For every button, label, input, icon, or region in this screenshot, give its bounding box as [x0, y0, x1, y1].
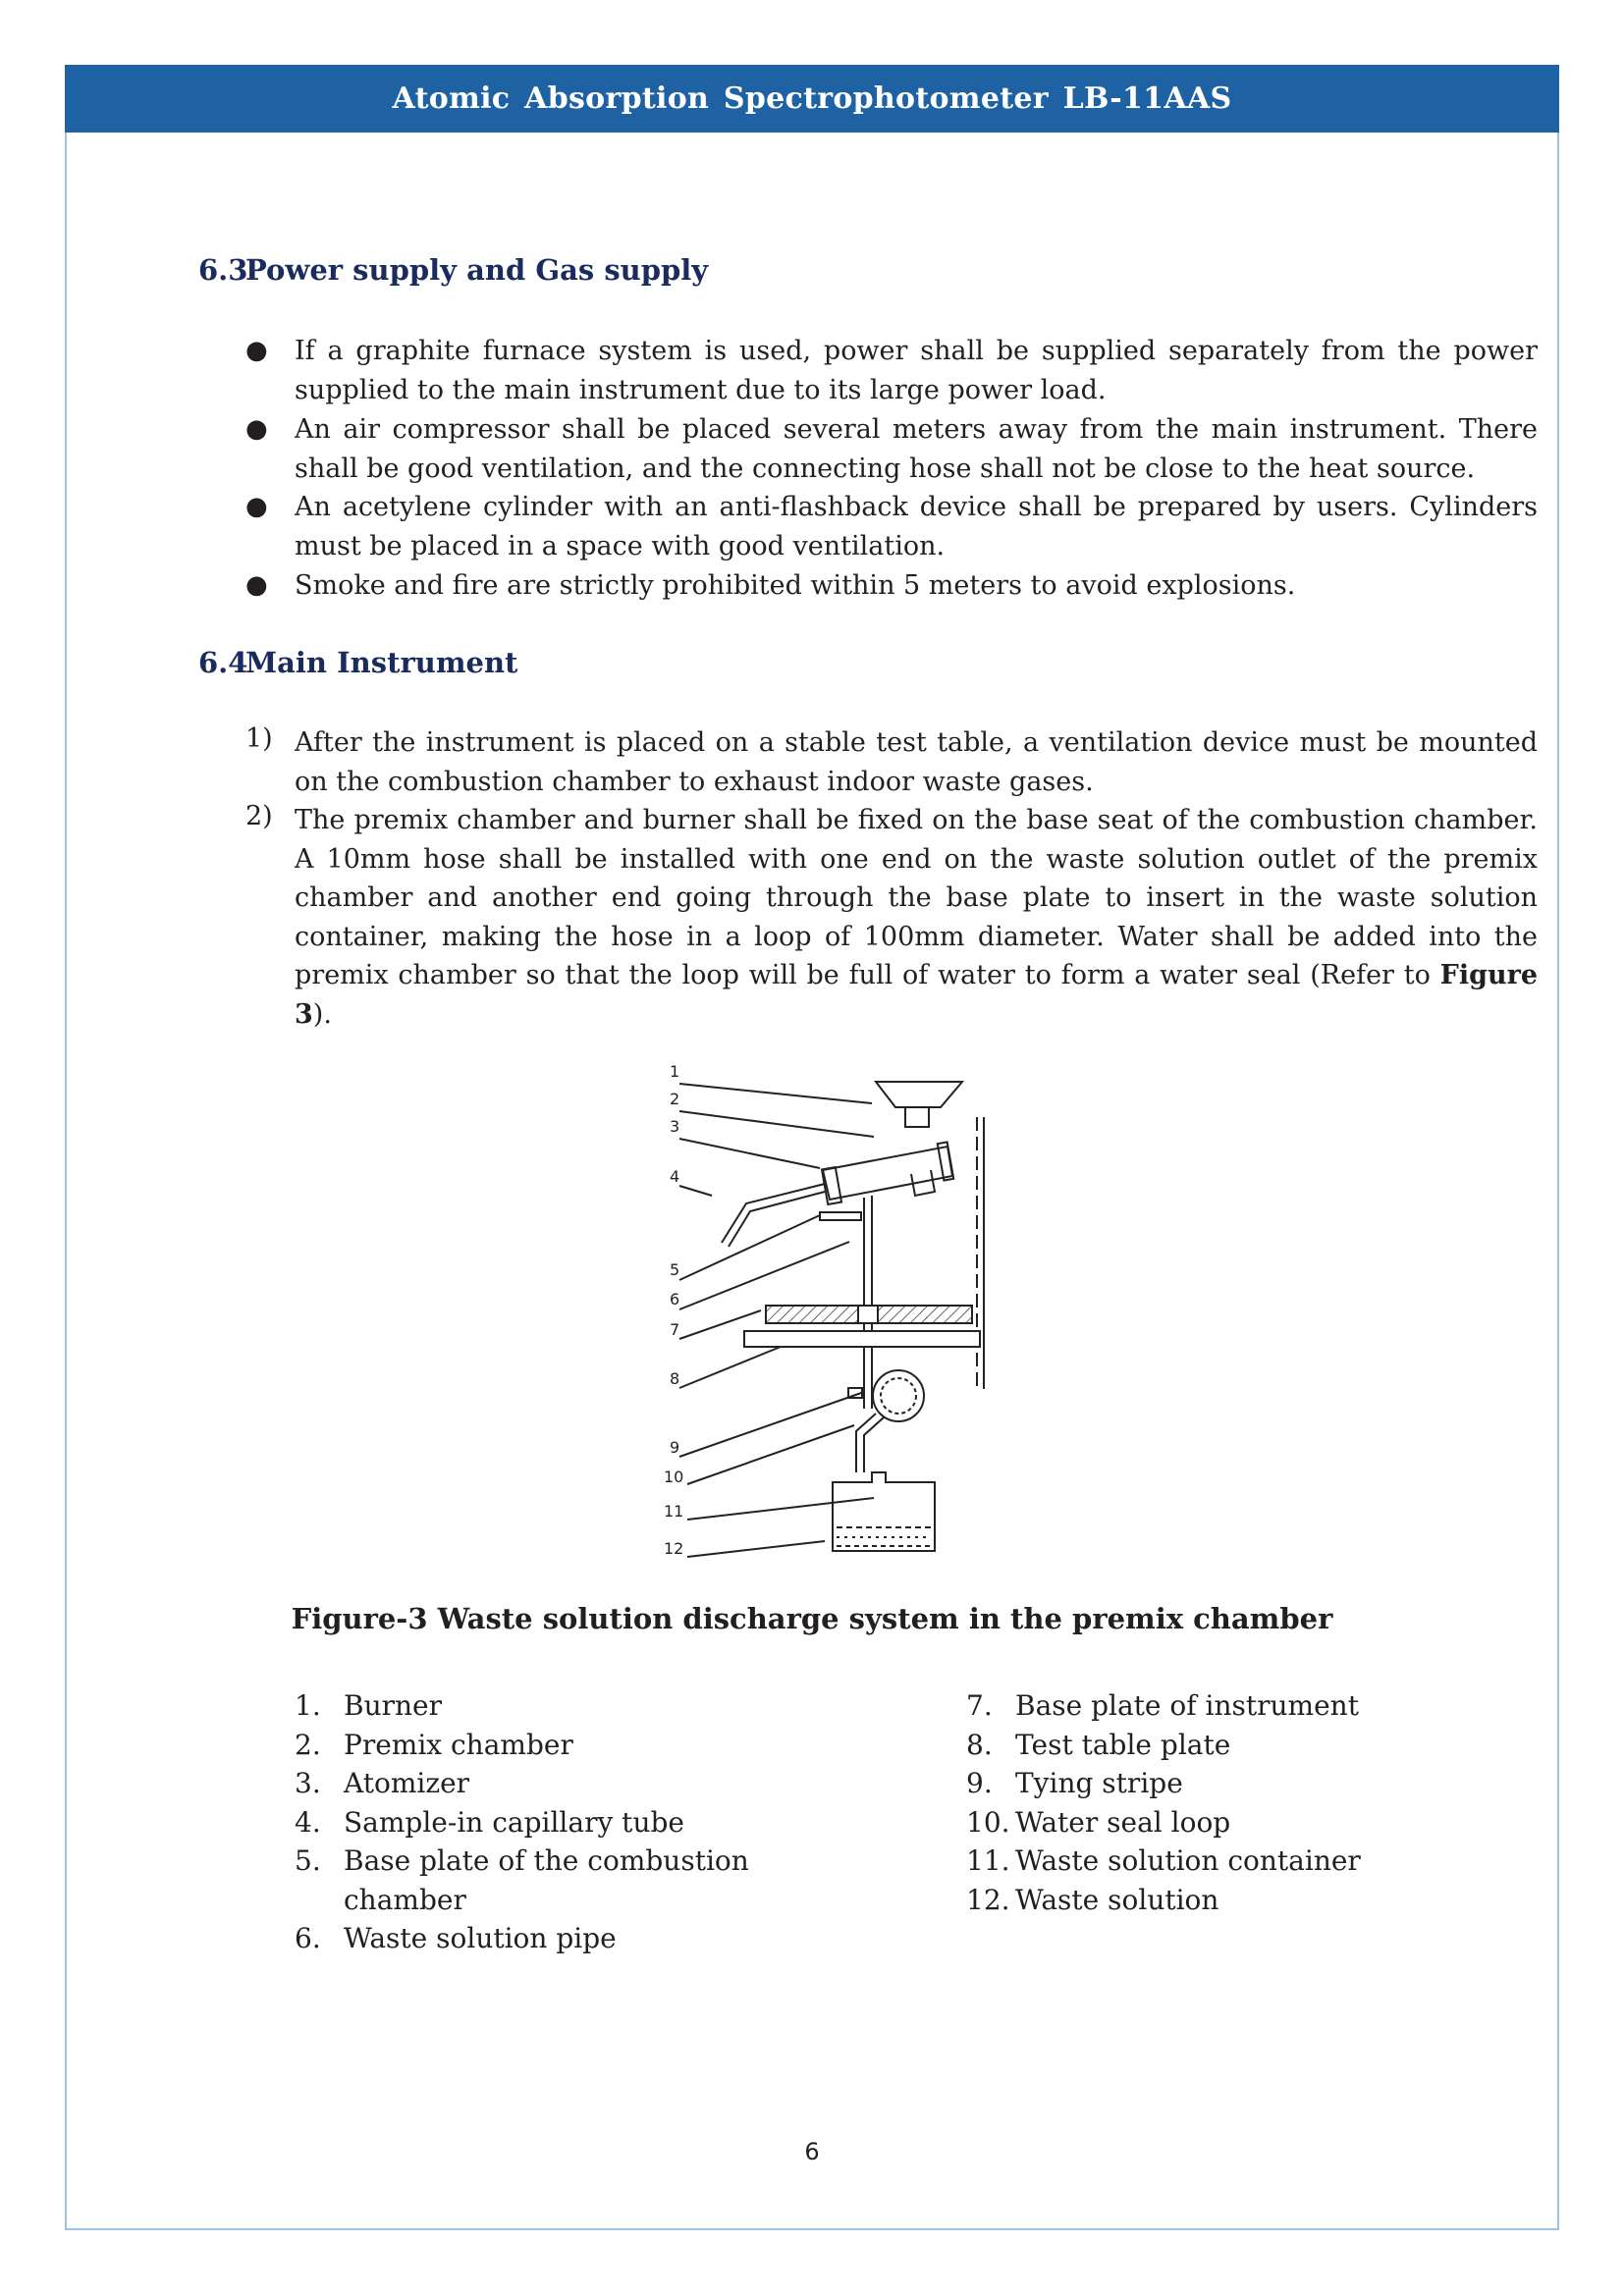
legend-item: 2. Premix chamber — [295, 1728, 573, 1761]
legend-item: 7. Base plate of instrument — [966, 1689, 1359, 1722]
page-number: 6 — [804, 2138, 820, 2165]
label-11: 11 — [664, 1502, 684, 1521]
bullet-item: If a graphite furnace system is used, power shall be supplied separately from the power supplied to the main instrument due to its large power load. — [295, 336, 1538, 405]
label-5: 5 — [670, 1260, 680, 1279]
list-item: After the instrument is placed on a stable test table, a ventilation device must be mounted on the combustion chamber to exhaust indoor waste gases. — [295, 727, 1538, 797]
bullet-icon: ● — [245, 336, 268, 365]
legend-item: 9. Tying stripe — [966, 1767, 1183, 1799]
label-3: 3 — [670, 1117, 680, 1136]
bullet-icon: ● — [245, 492, 268, 521]
list-item-text-end: ). — [312, 998, 332, 1030]
section-heading-6-3 — [198, 253, 708, 287]
legend-item: 4. Sample-in capillary tube — [295, 1805, 684, 1839]
label-9: 9 — [670, 1438, 680, 1457]
legend-item: 8. Test table plate — [966, 1728, 1231, 1761]
legend-item: 11. Waste solution container — [966, 1844, 1361, 1877]
document-header: Atomic Absorption Spectrophotometer LB-11AAS — [65, 65, 1559, 133]
label-4: 4 — [670, 1167, 680, 1186]
bullet-item: An acetylene cylinder with an anti-flashback device shall be prepared by users. Cylinders must be placed in a space with good ventilation. — [295, 492, 1538, 561]
list-item-text: The premix chamber and burner shall be fixed on the base seat of the combustion chamber. A 10mm hose shall be installed with one end on the waste solution outlet of the premix chamber and another end going through the base plate to insert in the waste solution container, making the hose in a loop of 100mm diameter. Water shall be added into the premix chamber so that the loop will be full of water to form a water seal (Refer to — [295, 805, 1538, 990]
section-number: 6.3 — [198, 253, 248, 287]
section-heading-6-4 — [198, 646, 517, 679]
legend-right — [966, 1686, 1361, 1919]
label-12: 12 — [664, 1539, 684, 1558]
label-7: 7 — [670, 1320, 680, 1339]
label-1: 1 — [670, 1062, 680, 1081]
section-title: Power supply and Gas supply — [245, 253, 709, 287]
legend-item: 12. Waste solution — [966, 1883, 1219, 1916]
legend-item: 3. Atomizer — [295, 1767, 470, 1799]
legend-item: 6. Waste solution pipe — [295, 1922, 617, 1954]
label-6: 6 — [670, 1290, 680, 1308]
label-10: 10 — [664, 1468, 684, 1486]
bullet-item: Smoke and fire are strictly prohibited within 5 meters to avoid explosions. — [295, 570, 1296, 601]
legend-item-continuation: chamber — [344, 1883, 466, 1916]
figure-caption: Figure-3 Waste solution discharge system in the premix chamber — [291, 1602, 1333, 1635]
section-title: Main Instrument — [245, 646, 518, 679]
legend-item: 10. Water seal loop — [966, 1805, 1231, 1839]
label-2: 2 — [670, 1090, 680, 1108]
figure-reference: Figure 3 — [295, 960, 1538, 1030]
label-8: 8 — [670, 1369, 680, 1388]
list-item — [295, 801, 1538, 1034]
bullet-item: An air compressor shall be placed several meters away from the main instrument. There shall be good ventilation, and the connecting hose shall not be close to the heat source. — [295, 414, 1538, 484]
list-marker: 2) — [245, 801, 273, 831]
bullet-icon: ● — [245, 570, 268, 600]
legend-item: 5. Base plate of the combustion — [295, 1844, 749, 1877]
waste-discharge-diagram — [628, 1060, 1011, 1571]
bullet-icon: ● — [245, 414, 268, 444]
legend-left — [295, 1686, 749, 1958]
legend-item: 1. Burner — [295, 1689, 442, 1722]
list-marker: 1) — [245, 723, 273, 754]
section-number: 6.4 — [198, 646, 248, 679]
